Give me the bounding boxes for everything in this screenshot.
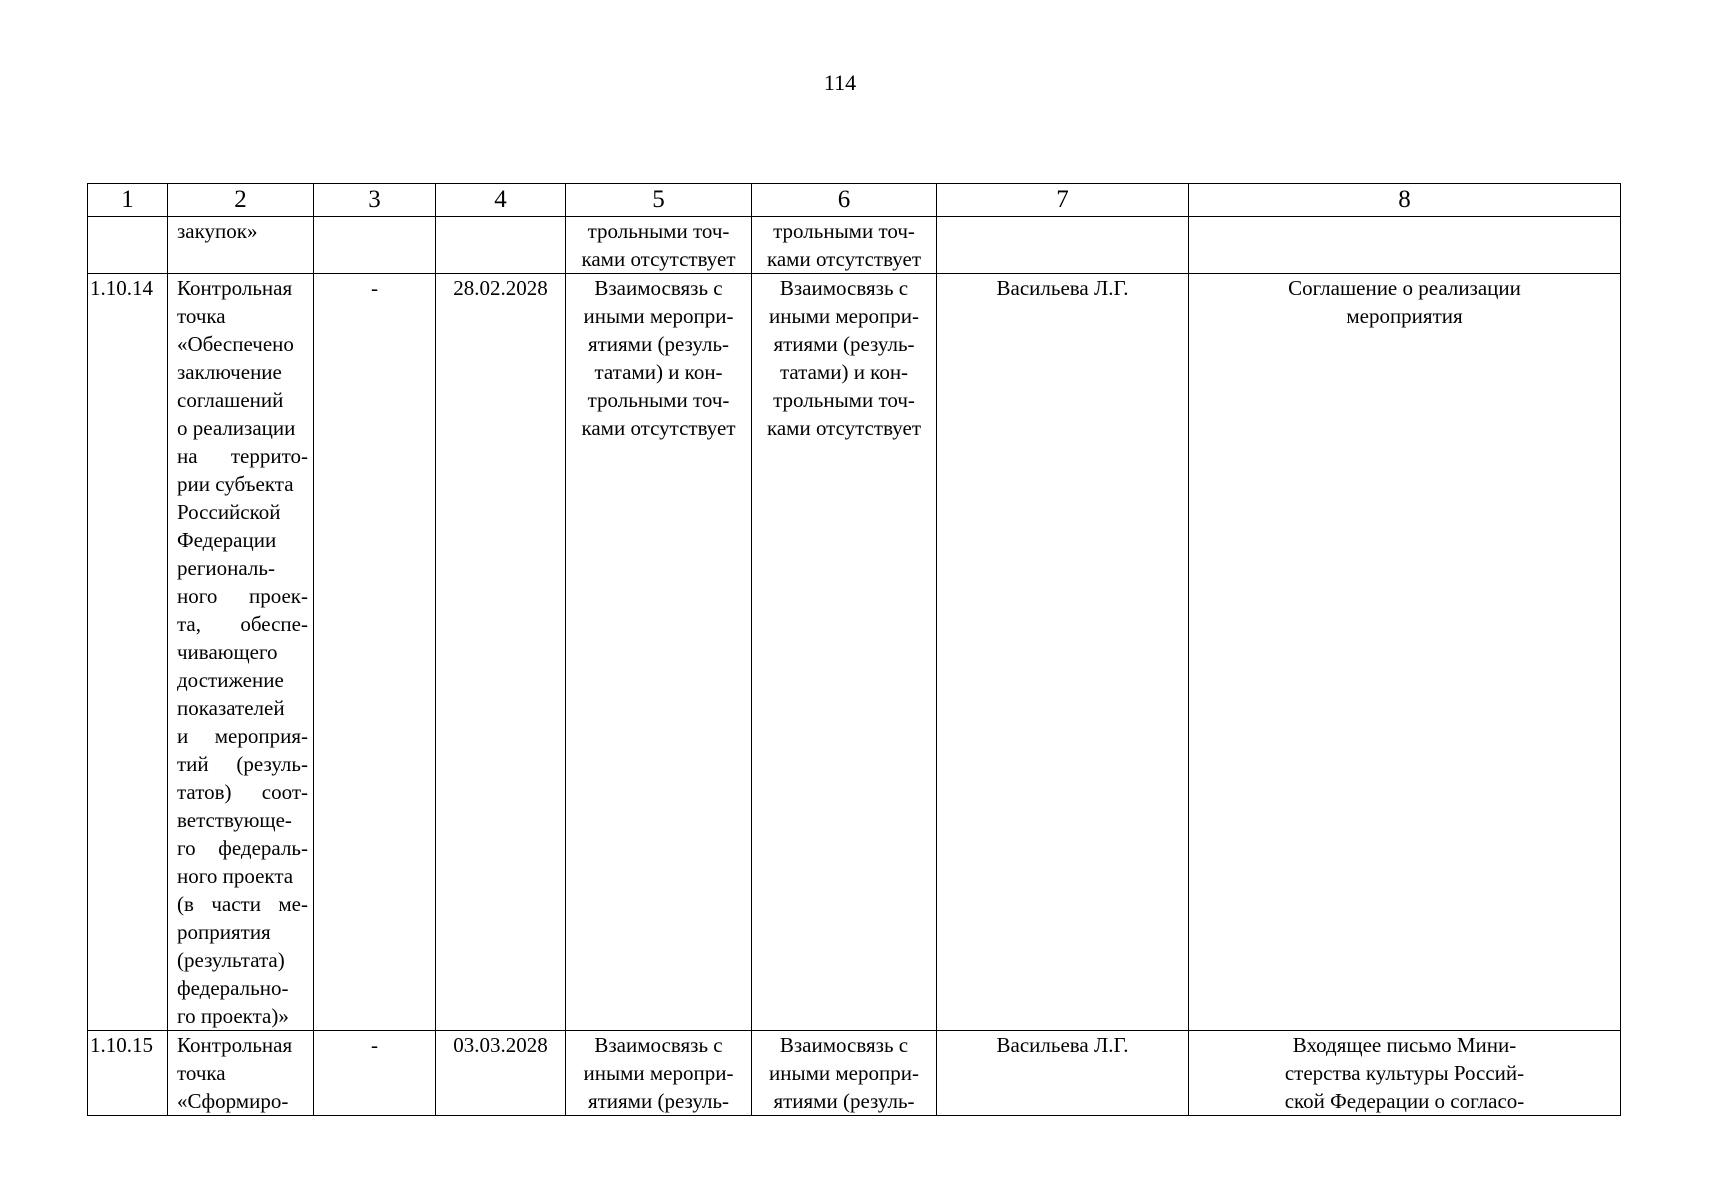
responsible-person: Васильева Л.Г. — [937, 1031, 1189, 1116]
column-number-header-row — [88, 184, 1621, 217]
relation-cell: трольными точ- ками отсутствует — [566, 217, 752, 274]
date-cell: 03.03.2028 — [436, 1031, 566, 1116]
control-point-name: Контрольная точка «Сформиро- — [168, 1031, 314, 1116]
document-type: Соглашение о реализации мероприятия — [1189, 274, 1621, 1031]
date-cell: 28.02.2028 — [436, 274, 566, 1031]
table-row — [88, 1031, 1621, 1116]
table-cell — [937, 217, 1189, 274]
relation-cell: Взаимосвязь с иными меропри- ятиями (резуль- — [566, 1031, 752, 1116]
column-header: 4 — [436, 184, 566, 217]
row-number: 1.10.14 — [88, 274, 168, 1031]
column-header: 6 — [752, 184, 937, 217]
page-number: 114 — [823, 70, 857, 95]
continuation-row — [88, 217, 1621, 274]
relation-cell: Взаимосвязь с иными меропри- ятиями (резуль- татами) и кон- трольными точ- ками отсутствует — [566, 274, 752, 1031]
row-number: 1.10.15 — [88, 1031, 168, 1116]
table-row — [88, 274, 1621, 1031]
table-cell — [1189, 217, 1621, 274]
table-cell — [436, 217, 566, 274]
control-points-table — [87, 183, 1621, 1116]
column-header: 7 — [937, 184, 1189, 217]
relation-cell: трольными точ- ками отсутствует — [752, 217, 937, 274]
control-point-name: Контрольная точка «Обеспечено заключение соглашений о реализации на террито- рии субъекта Российской Федерации региональ- ного проек- та, обеспе- чивающего достижение показателей и мероприя- тий (резуль- татов) соот- ветствующе- го федераль- ного проекта (в части ме- роприятия (результата) федерально- го проекта)» — [168, 274, 314, 1031]
table-cell — [88, 217, 168, 274]
relation-cell: Взаимосвязь с иными меропри- ятиями (резуль- — [752, 1031, 937, 1116]
relation-cell: Взаимосвязь с иными меропри- ятиями (резуль- татами) и кон- трольными точ- ками отсутствует — [752, 274, 937, 1031]
responsible-person: Васильева Л.Г. — [937, 274, 1189, 1031]
table-cell: - — [314, 274, 436, 1031]
table-cell: закупок» — [168, 217, 314, 274]
table-cell: - — [314, 1031, 436, 1116]
column-header: 5 — [566, 184, 752, 217]
column-header: 1 — [88, 184, 168, 217]
column-header: 2 — [168, 184, 314, 217]
table-cell — [314, 217, 436, 274]
column-header: 8 — [1189, 184, 1621, 217]
column-header: 3 — [314, 184, 436, 217]
document-type: Входящее письмо Мини- стерства культуры Россий- ской Федерации о согласо- — [1189, 1031, 1621, 1116]
